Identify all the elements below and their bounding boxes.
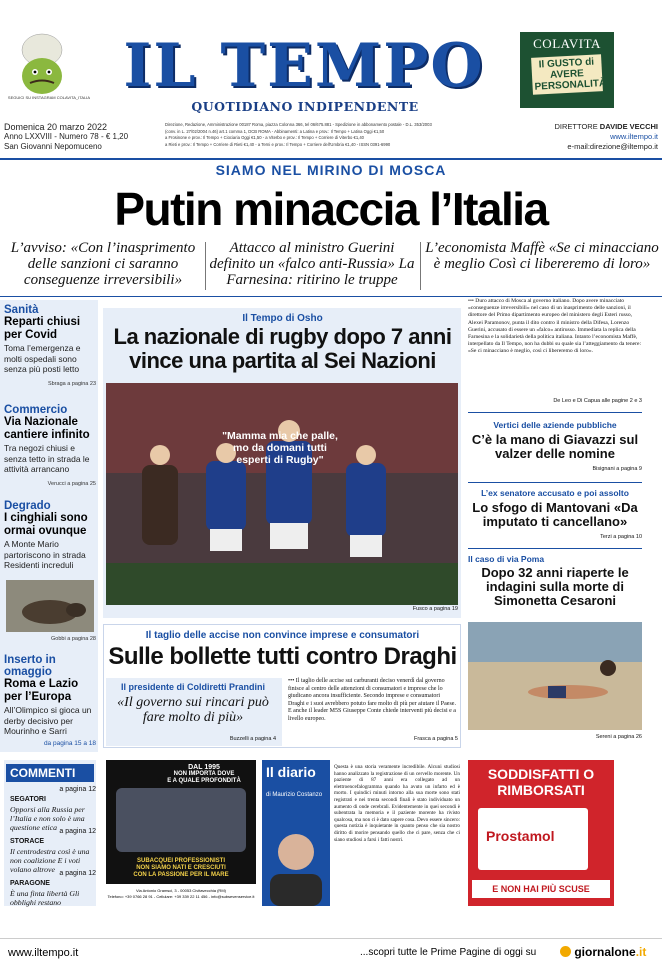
- left-story-commercio[interactable]: [4, 404, 96, 487]
- comments-title: COMMENTI: [6, 764, 94, 782]
- comment-author: STORACE: [10, 838, 45, 845]
- comment-text: È una finta libertà Gli obblighi restano: [10, 889, 80, 907]
- ad-line: NON SIAMO NATI E CRESCIUTI: [136, 865, 226, 871]
- giavazzi-ref: Bisignani a pagina 9: [592, 466, 642, 472]
- lead-sub-2: Attacco al ministro Guerini definito un «falco anti-Russia» La Farnesina: ritirino le truppe: [209, 240, 415, 288]
- giornalone-tld: .it: [635, 945, 647, 959]
- ad-line: SUBACQUEI PROFESSIONISTI: [136, 858, 225, 864]
- boar-icon: [6, 580, 94, 632]
- coldiretti-kicker: Il presidente di Coldiretti Prandini: [120, 682, 266, 692]
- giavazzi-headline[interactable]: C’è la mano di Giavazzi sul valzer delle nomine: [471, 432, 639, 461]
- mantovani-ref: Terzi a pagina 10: [600, 534, 642, 540]
- lead-ref: De Leo e Di Capua alle pagine 2 e 3: [553, 398, 642, 404]
- ad-footer: E NON HAI PIÙ SCUSE: [472, 880, 610, 898]
- lead-sub-3: L’economista Maffè «Se ci minacciano è meglio Così ci libereremo di loro»: [425, 240, 659, 272]
- ad-line: E A QUALE PROFONDITÀ: [167, 778, 241, 784]
- diario-box[interactable]: [262, 760, 462, 906]
- publisher-info: [165, 122, 485, 148]
- comment-page: a pagina 12: [59, 828, 96, 835]
- story-ref: Gobbi a pagina 28: [51, 636, 96, 642]
- colavita-ad[interactable]: [520, 32, 614, 108]
- story-text: Toma l’emergenza e molti ospedali sono senza più posti letto: [4, 343, 81, 374]
- beach-image: [468, 622, 642, 730]
- divider: [205, 242, 206, 290]
- colavita-brand: COLAVITA: [533, 36, 601, 51]
- diver-helmet-icon: [116, 788, 246, 852]
- bollette-body: ••• Il taglio delle accise sui carburanti deciso venerdì dal governo finisce al centro delle attenzioni di consumatori e imprese che lo giudicano ancora insufficiente. Secondo imprese e consumatori Draghi e i suoi avrebbero potuto fare molto di più per aiutare il Paese. E anche il leader M5S Giuseppe Conte chiede interventi più decisi e a livello europeo.: [288, 678, 456, 722]
- rugby-quote: "Mamma mia che palle, mo da domani tutti esperti di Rugby": [222, 430, 338, 466]
- mantovani-headline[interactable]: Lo sfogo di Mantovani «Da imputato ti cancellano»: [472, 500, 638, 529]
- rugby-photo[interactable]: [106, 383, 458, 605]
- lead-kicker: SIAMO NEL MIRINO DI MOSCA: [215, 162, 447, 178]
- comment-author: SEGATORI: [10, 796, 46, 803]
- product-box: [478, 808, 588, 870]
- publisher-line: a Rieti e prov.: Il Tempo + Corriere di Rieti €1,40 - a Terni e prov.: Il Tempo + Corriere dell'Umbria €1,40 - ISSN 0391-6990: [165, 141, 391, 147]
- director-line: [530, 122, 658, 132]
- left-story-sanita[interactable]: [4, 304, 96, 387]
- issue-info: [4, 122, 128, 152]
- story-text: A Monte Mario partoriscono in strada Residenti increduli: [4, 539, 86, 570]
- masthead[interactable]: IL TEMPO: [123, 31, 485, 101]
- giavazzi-kicker: Vertici delle aziende pubbliche: [493, 420, 617, 430]
- giornalone-name: giornalone: [574, 945, 636, 959]
- boar-photo: [6, 580, 94, 632]
- comment-text: Il centrodestra così è una non coalizione E i voti volano altrove: [10, 847, 90, 874]
- publisher-line: a Frosinone e prov.: Il Tempo + Ciociaria Oggi €1,50 - a Viterbo e prov.: Il Tempo + Corriere di Viterbo €1,40: [165, 135, 365, 140]
- publisher-line: (conv. in L. 27/02/2004 n.46) art.1 comma 1, DCB ROMA - Abbinamenti: a Latina e prov.: Il Tempo + Latina Oggi €1,50: [165, 128, 385, 134]
- story-title: Roma e Lazio per l’Europa: [4, 678, 79, 703]
- footer-promo: ...scopri tutte le Prime Pagine di oggi su: [360, 947, 537, 958]
- giornalone-logo[interactable]: [560, 945, 646, 959]
- section-label: Commercio: [4, 404, 68, 416]
- website-link[interactable]: www.iltempo.it: [610, 132, 658, 141]
- ad-since: DAL 1995: [188, 764, 220, 771]
- director-info: [530, 122, 658, 152]
- rugby-ref: Fusco a pagina 19: [412, 606, 458, 612]
- story-ref: Verucci a pagina 25: [47, 480, 96, 487]
- comment-author: PARAGONE: [10, 880, 50, 887]
- author-portrait-icon: [262, 822, 330, 906]
- story-text: All’Olimpico si gioca un derby decisivo per Mourinho e Sarri: [4, 705, 92, 736]
- story-title: Reparti chiusi per Covid: [4, 316, 81, 341]
- diario-title: Il diario: [266, 764, 316, 780]
- divider: [468, 548, 642, 549]
- director-label: DIRETTORE: [554, 122, 598, 131]
- lead-headline[interactable]: Putin minaccia l’Italia: [114, 183, 548, 235]
- lead-body: ••• Duro attacco di Mosca al governo italiano. Dopo avere minacciato «conseguenze irreversibili» nel caso di un inasprimento delle sanzioni, il direttore del Primo dipartimento europeo del ministero degli Esteri russo, Alexei Paramonov, punta il dito contro il ministro della Difesa, Lorenzo Guerini, accusato di essere un «falco» antirusso. Immediata la replica della Farnesina e la solidarietà della politica italiana. Intanto l’economista Maffè, interpellato da Il Tempo, non ha dubbi su quale sia l’atteggiamento da tenere: «Se ci minacciano è meglio, così ci libereremo di loro».: [468, 298, 642, 355]
- ad-line: NON IMPORTA DOVE: [173, 771, 235, 777]
- diving-ad[interactable]: [106, 760, 256, 906]
- rugby-players-image: [106, 383, 458, 605]
- divider: [468, 412, 642, 413]
- mantovani-kicker: L’ex senatore accusato e poi assolto: [481, 488, 629, 498]
- rugby-kicker: Il Tempo di Osho: [242, 313, 323, 324]
- story-title: I cinghiali sono ormai ovunque: [4, 512, 88, 537]
- bollette-headline[interactable]: Sulle bollette tutti contro Draghi: [108, 643, 457, 670]
- colavita-slogan: Il GUSTO di AVERE PERSONALITÀ: [531, 54, 603, 95]
- bollette-ref: Frasca a pagina 5: [413, 736, 458, 742]
- comment-item[interactable]: [10, 828, 96, 874]
- giornalone-icon: [560, 946, 571, 957]
- story-ref: da pagina 15 a 18: [43, 739, 96, 747]
- ad-line: CON LA PASSIONE PER IL MARE: [133, 872, 229, 878]
- section-label: Degrado: [4, 500, 51, 512]
- header-divider: [0, 158, 662, 160]
- saint-line: San Giovanni Nepomuceno: [4, 142, 102, 151]
- beach-photo[interactable]: [468, 622, 642, 730]
- ad-contacts: Telefono: +39 0766 28 91 - Cellulare: +39 339 22 11 456 - info@subsevenservice.it: [107, 894, 255, 899]
- comment-item[interactable]: [10, 870, 96, 907]
- bollette-kicker: Il taglio delle accise non convince imprese e consumatori: [145, 630, 420, 641]
- lead-sub-1: L’avviso: «Con l’inasprimento delle sanzioni ci saranno conseguenze irreversibili»: [10, 240, 196, 288]
- section-label: Inserto in omaggio: [4, 654, 56, 678]
- section-label: Sanità: [4, 304, 39, 316]
- logo-caption: SEGUICI SU INSTAGRAM COLAVITA_ITALIA: [7, 95, 91, 100]
- director-name: DAVIDE VECCHI: [599, 122, 658, 131]
- issue-line: Anno LXXVIII - Numero 78 - € 1,20: [4, 132, 129, 141]
- comment-item[interactable]: [10, 786, 96, 832]
- poma-kicker: Il caso di via Poma: [468, 554, 545, 564]
- publisher-line: Direzione, Redazione, Amministrazione 00187 Roma, piazza Colonna 366, tel 06/675.881 - Spedizione in abbonamento postale - D.L. 353/2003: [165, 122, 432, 127]
- divider: [0, 296, 662, 297]
- coldiretti-ref: Buzzelli a pagina 4: [229, 736, 276, 742]
- poma-headline[interactable]: Dopo 32 anni riaperte le indagini sulla morte di Simonetta Cesaroni: [481, 565, 629, 608]
- diario-byline: di Maurizio Costanzo: [266, 792, 323, 798]
- left-story-inserto[interactable]: [4, 654, 96, 747]
- comment-page: a pagina 12: [59, 870, 96, 877]
- story-text: Tra negozi chiusi e senza tetto in strada le attività arrancano: [4, 443, 90, 474]
- story-ref: Sbraga a pagina 23: [47, 380, 96, 387]
- ad-title: RIMBORSATI: [497, 782, 585, 798]
- poma-ref: Sereni a pagina 26: [595, 734, 642, 740]
- tagline: QUOTIDIANO INDIPENDENTE: [191, 99, 419, 114]
- divider: [420, 242, 421, 290]
- footer-website[interactable]: www.iltempo.it: [8, 947, 79, 959]
- prostamol-ad[interactable]: [468, 760, 614, 906]
- left-story-degrado[interactable]: [4, 500, 96, 571]
- ad-address: Via Antonio Gramsci, 3 - 00053 Civitavecchia (RM): [136, 888, 226, 893]
- rugby-headline[interactable]: La nazionale di rugby dopo 7 anni vince una partita al Sei Nazioni: [113, 324, 452, 373]
- diario-text: Questa è una storia veramente incredibile. Alcuni studiosi hanno analizzato la registrazione di un cervello morente. Un paziente di 87 anni era collegato ad un elettroencefalogramma quando ha avuto un infarto ed è morto. I quindici minuti intorno alla sua morte sono stati registrati e nei trenta secondi finali è stato individuato un aumento di onde cerebrali. Evidentemente in quei secondi è subentrata la memoria e il paziente morente ha rivisto qualcosa, ma non ci è dato sapere cosa. Devo essere sincero: questa notizia è inquietante in quanto penso che sia nostro diritto di morire pensando quello che ci pare, senza che ci siano studiosi a farsi i fatti nostri.: [334, 764, 460, 843]
- story-title: Via Nazionale cantiere infinito: [4, 416, 90, 441]
- footer: [0, 938, 662, 967]
- ad-title: SODDISFATTI O: [487, 766, 595, 782]
- coldiretti-headline[interactable]: «Il governo sui rincari può fare molto di più»: [117, 695, 269, 725]
- email-link[interactable]: e-mail:direzione@iltempo.it: [567, 142, 658, 151]
- product-brand: Prostamol: [486, 828, 555, 844]
- divider: [468, 482, 642, 483]
- date-line: Domenica 20 marzo 2022: [4, 122, 108, 132]
- comment-text: Opporsi alla Russia per l’Italia e non solo è una questione etica: [10, 805, 85, 832]
- comment-page: a pagina 12: [59, 786, 96, 793]
